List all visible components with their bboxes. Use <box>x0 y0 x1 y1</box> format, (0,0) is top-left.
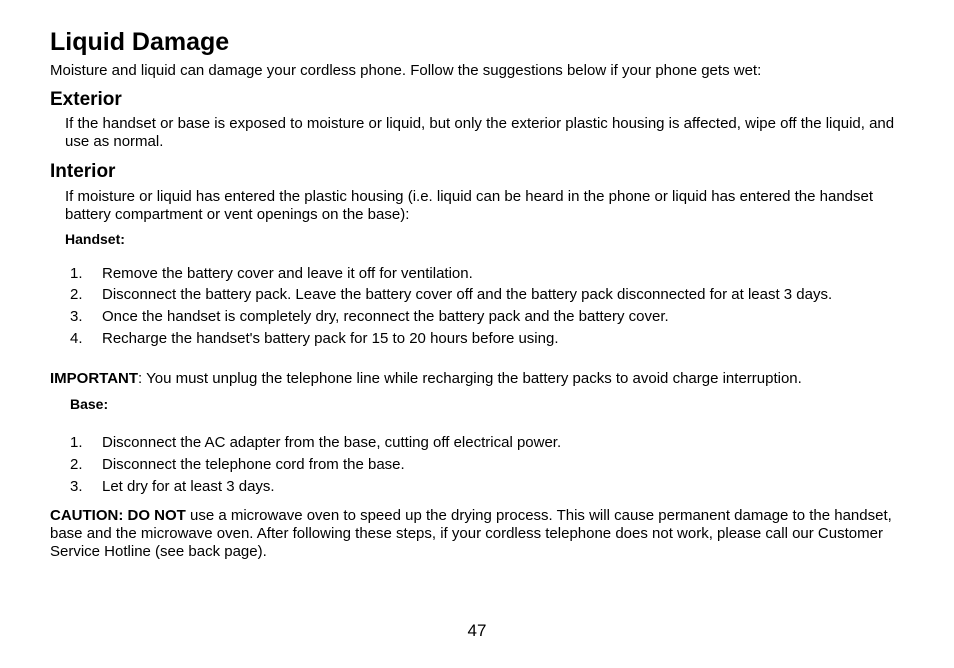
exterior-text: If the handset or base is exposed to moisture or liquid, but only the exterior plastic housing is affected, wipe off the liquid, and use as normal. <box>65 115 895 150</box>
list-item <box>65 456 885 473</box>
interior-heading: Interior <box>50 161 116 182</box>
list-item <box>65 265 885 282</box>
step-text: Remove the battery cover and leave it off for ventilation. <box>102 265 473 282</box>
step-text: Once the handset is completely dry, reconnect the battery pack and the battery cover. <box>102 308 669 325</box>
step-number: 1. <box>70 434 83 451</box>
list-item <box>65 330 885 347</box>
step-text: Disconnect the AC adapter from the base, cutting off electrical power. <box>102 434 562 451</box>
step-number: 1. <box>70 265 83 282</box>
handset-heading: Handset: <box>65 231 125 247</box>
important-note <box>50 370 802 387</box>
page-number: 47 <box>467 621 487 640</box>
caution-note <box>50 507 900 561</box>
step-number: 3. <box>70 478 83 495</box>
intro-text: Moisture and liquid can damage your cordless phone. Follow the suggestions below if your phone gets wet: <box>50 62 762 79</box>
step-text: Recharge the handset's battery pack for 15 to 20 hours before using. <box>102 330 559 347</box>
step-number: 2. <box>70 286 83 303</box>
exterior-heading: Exterior <box>50 89 122 110</box>
important-text: : You must unplug the telephone line while recharging the battery packs to avoid charge interruption. <box>138 370 802 387</box>
base-heading: Base: <box>70 396 109 412</box>
list-item <box>65 308 885 325</box>
interior-text: If moisture or liquid has entered the plastic housing (i.e. liquid can be heard in the phone or liquid has entered the handset battery compartment or vent openings on the base): <box>65 188 874 223</box>
base-steps <box>65 434 885 500</box>
page-title: Liquid Damage <box>50 28 230 56</box>
list-item <box>65 287 885 303</box>
important-label: IMPORTANT <box>50 370 139 387</box>
caution-label: CAUTION: DO NOT <box>50 507 186 524</box>
list-item <box>65 434 885 451</box>
step-number: 4. <box>70 330 83 347</box>
step-number: 2. <box>70 456 83 473</box>
caution-text: use a microwave oven to speed up the drying process. This will cause permanent damage to the handset, base and the microwave oven. After following these steps, if your cordless telephone does not work, please call our Customer Service Hotline (see back page). <box>50 507 892 560</box>
step-text: Disconnect the battery pack. Leave the battery cover off and the battery pack disconnected for at least 3 days. <box>102 286 833 303</box>
step-text: Let dry for at least 3 days. <box>102 478 275 495</box>
list-item <box>65 478 885 495</box>
step-text: Disconnect the telephone cord from the base. <box>102 456 405 473</box>
handset-steps <box>65 265 885 352</box>
step-number: 3. <box>70 308 83 325</box>
